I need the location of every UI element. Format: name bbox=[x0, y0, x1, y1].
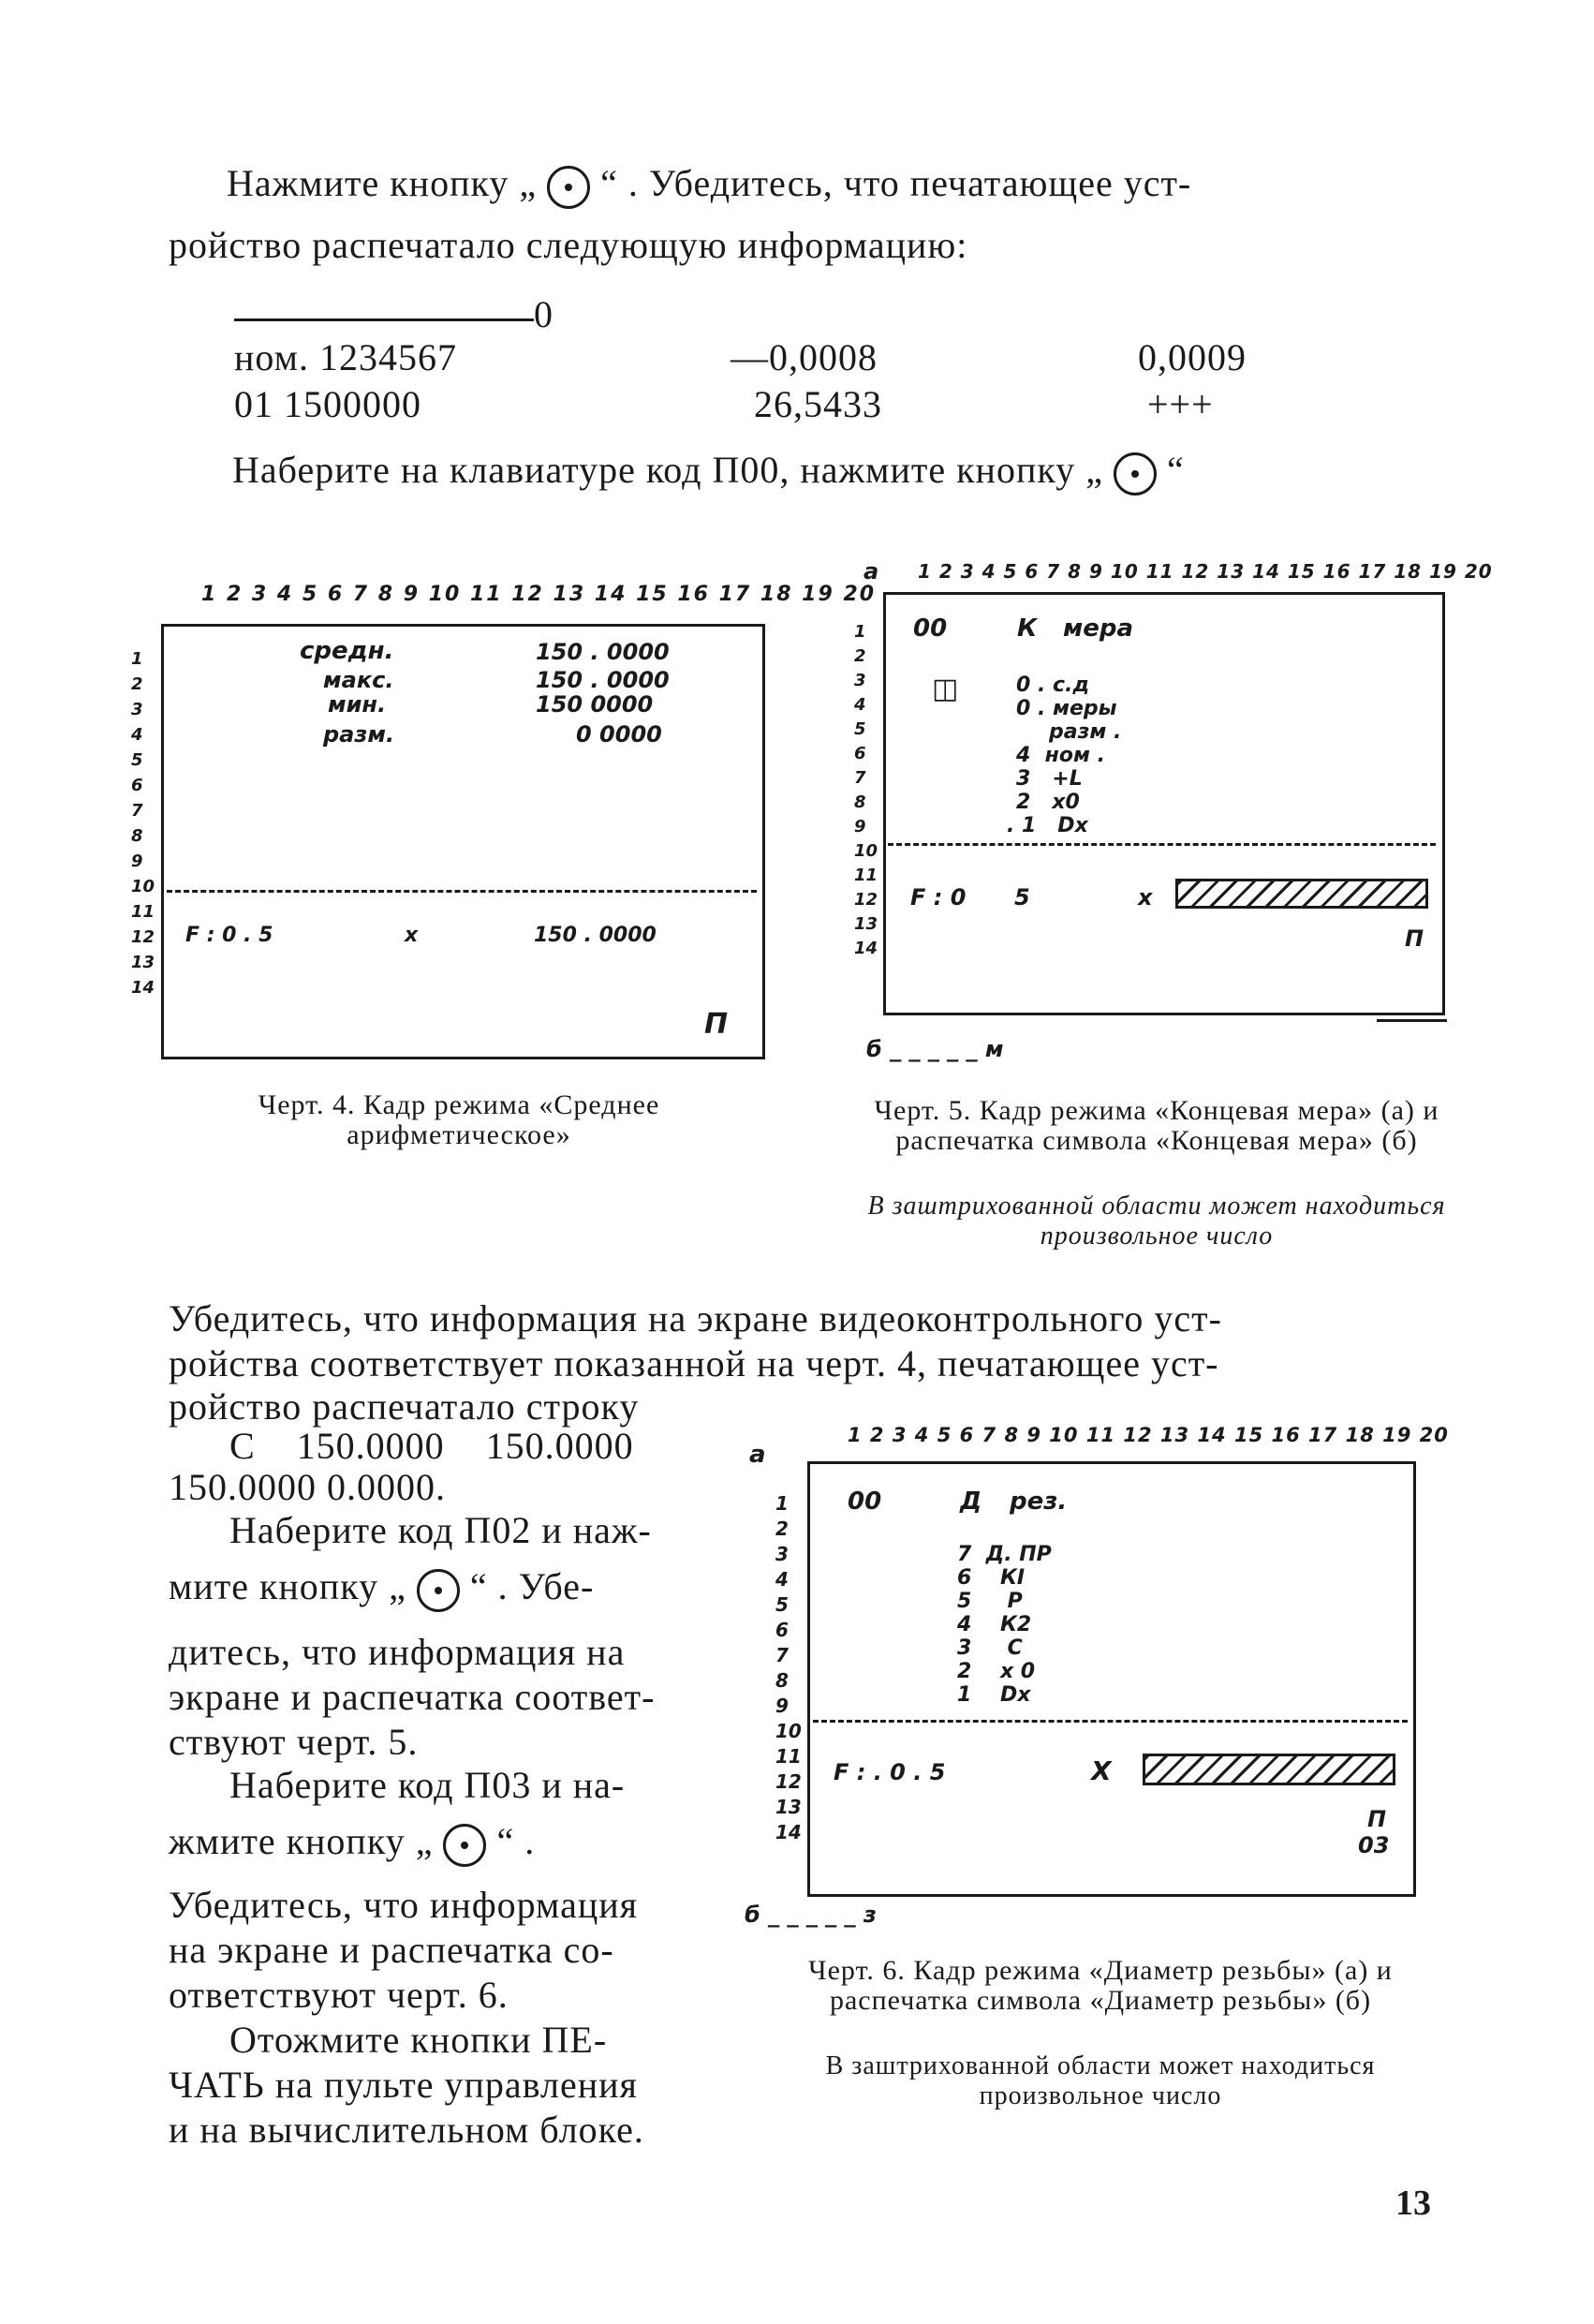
mid-line-4: С 150.0000 150.0000 bbox=[229, 1425, 634, 1467]
print-row-1-a: ном. 1234567 bbox=[234, 336, 457, 378]
fig5-status-f: F : 0 bbox=[910, 884, 967, 910]
fig6-label-a: а bbox=[749, 1441, 766, 1469]
para4-line-b: на экране и распечатка со- bbox=[169, 1929, 614, 1971]
circle-dot-button-icon bbox=[1114, 452, 1157, 496]
fig5-separator bbox=[888, 843, 1436, 846]
print-row-2-a: 01 1500000 bbox=[234, 383, 421, 425]
fig6-corner-p: П bbox=[1367, 1806, 1387, 1832]
fig6-caption-note: В заштрихованной области может находиться произвольное число bbox=[825, 2051, 1376, 2110]
print-row-1-b: —0,0008 bbox=[731, 336, 878, 378]
fig4-label-avg: средн. bbox=[300, 637, 394, 665]
circle-dot-button-icon bbox=[417, 1569, 460, 1612]
print-row-2-b: 26,5433 bbox=[754, 383, 882, 425]
page-number: 13 bbox=[1395, 2183, 1431, 2223]
top-line-2: ройство распечатало следующую информацию: bbox=[169, 224, 968, 266]
fig4-caption: Черт. 4. Кадр режима «Среднее арифметическое» bbox=[258, 1089, 660, 1150]
fig6-corner-03: 03 bbox=[1358, 1832, 1390, 1858]
fig5-status-x: х bbox=[1138, 884, 1153, 910]
fig4-label-min: мин. bbox=[328, 691, 387, 718]
fig4-label-size: разм. bbox=[323, 721, 395, 748]
print-header-rule bbox=[234, 318, 534, 321]
fig4-column-ruler: 1 2 3 4 5 6 7 8 9 10 11 12 13 14 15 16 17 18 19 20 bbox=[201, 583, 877, 606]
fig4-value-max: 150 . 0000 bbox=[536, 667, 670, 693]
fig5-column-left: 0 . с.д 0 . меры разм . 4 ном . 3 +L 2 х0 . 1 Dх bbox=[1007, 674, 1122, 837]
fig5-header-k: К bbox=[1017, 614, 1038, 643]
fig4-status-value: 150 . 0000 bbox=[534, 924, 657, 947]
para3-line-b: жмите кнопку „ “ . bbox=[169, 1819, 535, 1867]
print-header-zero: 0 bbox=[534, 293, 553, 335]
para4-line-c: ответствуют черт. 6. bbox=[169, 1974, 509, 2016]
fig4-screen-frame bbox=[161, 624, 765, 1059]
fig5-underline bbox=[1377, 1019, 1447, 1022]
fig6-row-numbers: 1 2 3 4 5 6 7 8 9 10 11 12 13 14 bbox=[775, 1492, 802, 1843]
para5-line-b: ЧАТЬ на пульте управления bbox=[169, 2064, 638, 2106]
fig6-column-ruler: 1 2 3 4 5 6 7 8 9 10 11 12 13 14 15 16 17 18 19 20 bbox=[848, 1424, 1449, 1446]
fig6-status-f: F : . 0 . 5 bbox=[834, 1759, 946, 1785]
fig6-hatched-field bbox=[1143, 1754, 1395, 1785]
top-line-1: Нажмите кнопку „ “ . Убедитесь, что печатающее уст- bbox=[227, 161, 1191, 209]
fig6-header-00: 00 bbox=[848, 1488, 882, 1516]
fig5-symbol-icon: ◫ bbox=[932, 673, 959, 705]
fig5-hatched-field bbox=[1175, 879, 1428, 909]
fig4-status-f: F : 0 . 5 bbox=[185, 924, 273, 947]
fig4-value-avg: 150 . 0000 bbox=[536, 639, 670, 665]
fig6-header-rez: рез. bbox=[1010, 1488, 1068, 1516]
top-line-1-text: Нажмите кнопку bbox=[227, 162, 509, 204]
fig4-row-numbers: 1 2 3 4 5 6 7 8 9 10 11 12 13 14 bbox=[131, 649, 155, 998]
fig6-screen-frame bbox=[807, 1461, 1416, 1897]
fig5-status-5: 5 bbox=[1014, 884, 1030, 910]
fig5-caption: Черт. 5. Кадр режима «Концевая мера» (а) и распечатка символа «Концевая мера» (б) bbox=[874, 1095, 1439, 1156]
fig6-printout: б _ _ _ _ _ з bbox=[745, 1902, 877, 1928]
para2-line-e: экране и распечатка соответ- bbox=[169, 1676, 656, 1718]
para2-line-d: дитесь, что информация на bbox=[169, 1631, 626, 1673]
para5-line-c: и на вычислительном блоке. bbox=[169, 2109, 644, 2151]
fig5-corner-p: П bbox=[1405, 925, 1424, 952]
print-row-1-c: 0,0009 bbox=[1138, 336, 1247, 378]
fig6-header-d: Д bbox=[960, 1488, 982, 1516]
para2-line-f: ствуют черт. 5. bbox=[169, 1721, 419, 1763]
fig6-column-left: 7 Д. ПР 6 КI 5 Р 4 К2 3 С 2 х 0 1 Dх bbox=[957, 1543, 1052, 1707]
fig5-row-numbers: 1 2 3 4 5 6 7 8 9 10 11 12 13 14 bbox=[854, 622, 878, 958]
fig5-label-a: а bbox=[863, 558, 879, 585]
print-row-2-c: +++ bbox=[1147, 383, 1214, 425]
para4-line-a: Убедитесь, что информация bbox=[169, 1884, 639, 1926]
fig4-corner-p: П bbox=[704, 1008, 729, 1041]
mid-line-5: 150.0000 0.0000. bbox=[169, 1466, 446, 1508]
fig5-screen-frame bbox=[883, 592, 1445, 1015]
fig4-separator bbox=[167, 890, 757, 893]
para2-line-a: Наберите код П02 и наж- bbox=[229, 1509, 652, 1551]
fig5-printout: б _ _ _ _ _ м bbox=[866, 1036, 1004, 1062]
circle-dot-button-icon bbox=[443, 1824, 486, 1867]
para2-line-b: мите кнопку „ “ . Убе- bbox=[169, 1564, 594, 1612]
mid-line-2: ройства соответствует показанной на черт. 4, печатающее уст- bbox=[169, 1342, 1219, 1384]
mid-line-1: Убедитесь, что информация на экране видеоконтрольного уст- bbox=[169, 1297, 1222, 1340]
circle-dot-button-icon bbox=[547, 166, 590, 209]
para5-line-a: Отожмите кнопки ПЕ- bbox=[229, 2019, 608, 2061]
fig5-caption-note: В заштрихованной области может находиться произвольное число bbox=[867, 1192, 1446, 1251]
fig4-value-min: 150 0000 bbox=[536, 691, 654, 718]
fig5-column-ruler: 1 2 3 4 5 6 7 8 9 10 11 12 13 14 15 16 17 18 19 20 bbox=[918, 560, 1493, 583]
top-line-3: Наберите на клавиатуре код П00, нажмите кнопку „ “ bbox=[232, 448, 1185, 496]
fig4-label-max: макс. bbox=[323, 667, 394, 693]
mid-line-3: ройство распечатало строку bbox=[169, 1385, 640, 1428]
fig6-separator bbox=[813, 1720, 1408, 1723]
fig4-status-x: x bbox=[405, 924, 419, 947]
fig6-status-x: Х bbox=[1091, 1755, 1112, 1786]
fig6-caption: Черт. 6. Кадр режима «Диаметр резьбы» (а) и распечатка символа «Диаметр резьбы» (б) bbox=[808, 1955, 1393, 2016]
fig5-header-00: 00 bbox=[913, 614, 948, 643]
fig4-value-size: 0 0000 bbox=[576, 721, 662, 748]
para3-line-a: Наберите код П03 и на- bbox=[229, 1764, 626, 1806]
fig5-header-mera: мера bbox=[1063, 614, 1134, 643]
